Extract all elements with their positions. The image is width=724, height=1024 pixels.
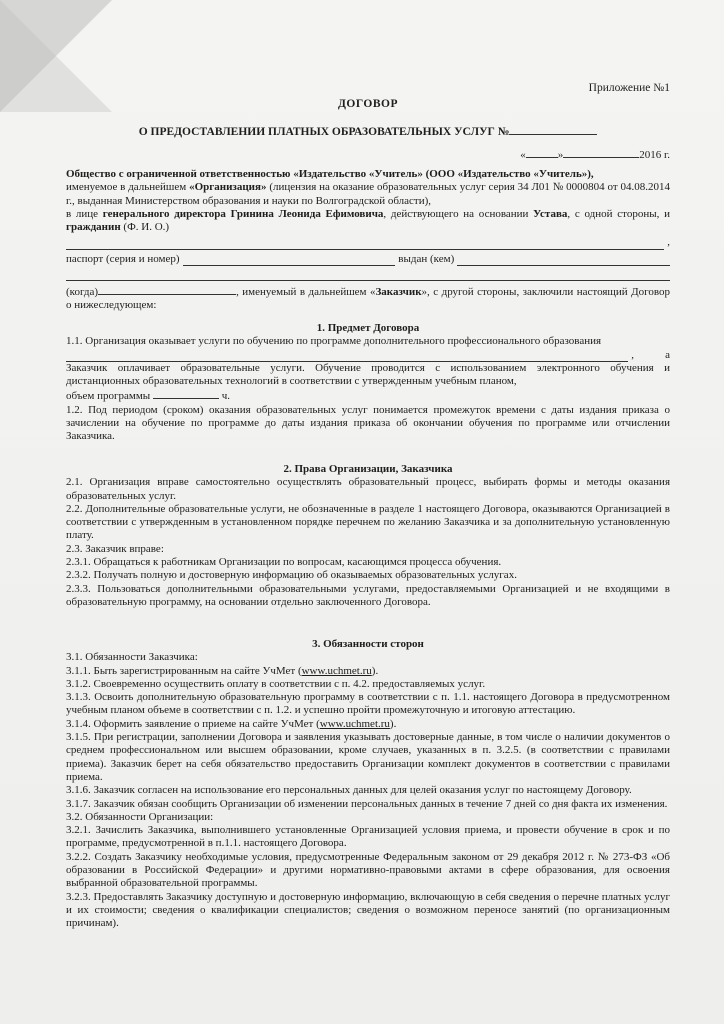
month-blank [563,147,639,158]
client-designation: (когда) , именуемый в дальнейшем «Заказчик», с другой стороны, заключили настоящий Договор о нижеследующем: [66,286,670,312]
contract-number-blank [509,124,597,135]
clause-2-3: 2.3. Заказчик вправе: [66,542,164,555]
program-volume: объем программы ч. [66,390,230,403]
clause-2-3-1: 2.3.1. Обращаться к работникам Организации по вопросам, касающимся процесса обучения. [66,556,502,569]
org-name: Общество с ограниченной ответственностью «Издательство «Учитель» (ООО «Издательство «Учитель»), [66,168,594,180]
day-blank [526,147,558,158]
clause-3-1-7: 3.1.7. Заказчик обязан сообщить Организации об изменении персональных данных в течение 7 дней со дня факта их изменения. [66,797,668,810]
clause-1-1: 1.1. Организация оказывает услуги по обучению по программе дополнительного профессионального образования [66,335,602,348]
clause-2-3-2: 2.3.2. Получать полную и достоверную информацию об оказываемых образовательных услугах. [66,569,517,582]
client-name-blank [66,238,664,250]
clause-3-1: 3.1. Обязанности Заказчика: [66,651,198,664]
client-name-line: , [66,236,670,249]
clause-2-1: 2.1. Организация вправе самостоятельно осуществлять образовательный процесс, выбирать формы и методы оказания образовательных услуг. [66,476,670,502]
section-3-heading: 3. Обязанности сторон [312,638,424,650]
clause-3-1-4: 3.1.4. Оформить заявление о приеме на сайте УчМет (www.uchmet.ru). [66,717,397,730]
issued-label: выдан (кем) [398,252,455,265]
clause-3-1-3: 3.1.3. Освоить дополнительную образовательную программу в соответствии с п. 1.1. настоящего Договора в предусмотренном учебным планом объеме в соответствии с п. 1.2. и успешно пройти промежуточную и итоговую аттестацию. [66,691,670,717]
clause-3-2-2: 3.2.2. Создать Заказчику необходимые условия, предусмотренные Федеральным законом от 29 декабря 2012 г. № 273-ФЗ «Об образовании в Российской Федерации» и другими нормативно-правовыми актами в сфере образования, для освоения выбранной образовательной программы. [66,850,670,890]
clause-2-3-3: 2.3.3. Пользоваться дополнительными образовательными услугами, предоставляемыми Организацией и не входящими в образовательную программу, на основании отдельно заключенного Договора. [66,582,670,608]
org-designation: именуемое в дальнейшем «Организация» (лицензия на оказание образовательных услуг серия 34 Л01 № 0000804 от 04.08.2014 г., выданная Министерством образования и науки по Волгоградской области), [66,181,670,207]
contract-date [520,147,670,162]
clause-3-1-6: 3.1.6. Заказчик согласен на использование его персональных данных для целей оказания услуг по настоящему Договору. [66,784,632,797]
passport-blank [183,254,396,266]
clause-3-1-5: 3.1.5. При регистрации, заполнении Договора и заявления указывать достоверные данные, в том числе о наличии документов о среднем профессиональном или высшем образовании, кроме случаев, указанных в п. 3.2.5. (в соответствии с правилами приема). Заказчик берет на себя обязательство предоставить Организации комплект документов в соответствии с правилами приема. [66,731,670,783]
clause-3-1-1: 3.1.1. Быть зарегистрированным на сайте УчМет (www.uchmet.ru). [66,664,379,677]
program-name-blank [66,350,628,362]
parties-block [66,168,670,313]
passport-label: паспорт (серия и номер) [66,252,180,265]
clause-3-2-3: 3.2.3. Предоставлять Заказчику доступную и достоверную информацию, включающую в себя сведения о перечне платных услуг и их стоимости; сведения о квалификации специалистов; сведения о возможном переносе занятий (по организационным причинам). [66,890,670,930]
clause-2-2: 2.2. Дополнительные образовательные услуги, не обозначенные в разделе 1 настоящего Договора, оказываются Организацией в соответствии с утвержденным в установленном порядке перечнем по желанию Заказчика и за дополнительную установленную плату. [66,502,670,542]
document-subtitle [66,124,670,139]
section-3 [66,638,670,931]
uchmet-link-2[interactable]: www.uchmet.ru [319,717,390,730]
clause-1-1-cont: Заказчик оплачивает образовательные услуги. Обучение проводится с использованием электронного обучения и дистанционных образовательных технологий в соответствии с утвержденным учебным планом, [66,361,670,388]
issued-continuation-blank [66,268,670,281]
clause-1-2: 1.2. Под периодом (сроком) оказания образовательных услуг понимается промежуток времени с даты издания приказа о зачислении на обучение по программе до даты издания приказа об окончании обучения по программе или отчислении Заказчика. [66,403,670,443]
clause-3-2: 3.2. Обязанности Организации: [66,810,214,823]
uchmet-link[interactable]: www.uchmet.ru [301,664,372,677]
date-close-quote: » [557,149,564,161]
document-title: ДОГОВОР [338,98,398,110]
program-name-line: , а [66,349,670,362]
issued-blank [457,254,670,266]
passport-line [66,253,670,266]
appendix-label: Приложение №1 [588,82,670,94]
section-1 [66,322,670,444]
date-year: 2016 г. [639,149,670,161]
clause-3-1-2: 3.1.2. Своевременно осуществить оплату в соответствии с п. 4.2. предоставляемых услуг. [66,677,486,690]
section-2-heading: 2. Права Организации, Заказчика [283,463,453,475]
folded-corner-shadow [0,0,112,112]
date-open-quote: « [520,149,526,161]
section-1-heading: 1. Предмет Договора [316,322,420,334]
org-representative: в лице генерального директора Гринина Леонида Ефимовича, действующего на основании Устава, с одной стороны, и гражданин (Ф. И. О.) [66,207,670,234]
subtitle-text: О ПРЕДОСТАВЛЕНИИ ПЛАТНЫХ ОБРАЗОВАТЕЛЬНЫХ УСЛУГ № [138,126,510,138]
clause-3-2-1: 3.2.1. Зачислить Заказчика, выполнившего установленные Организацией условия приема, и провести обучение в срок и по программе, предусмотренной в п.1.1. настоящего Договора. [66,824,670,850]
section-2 [66,463,670,609]
